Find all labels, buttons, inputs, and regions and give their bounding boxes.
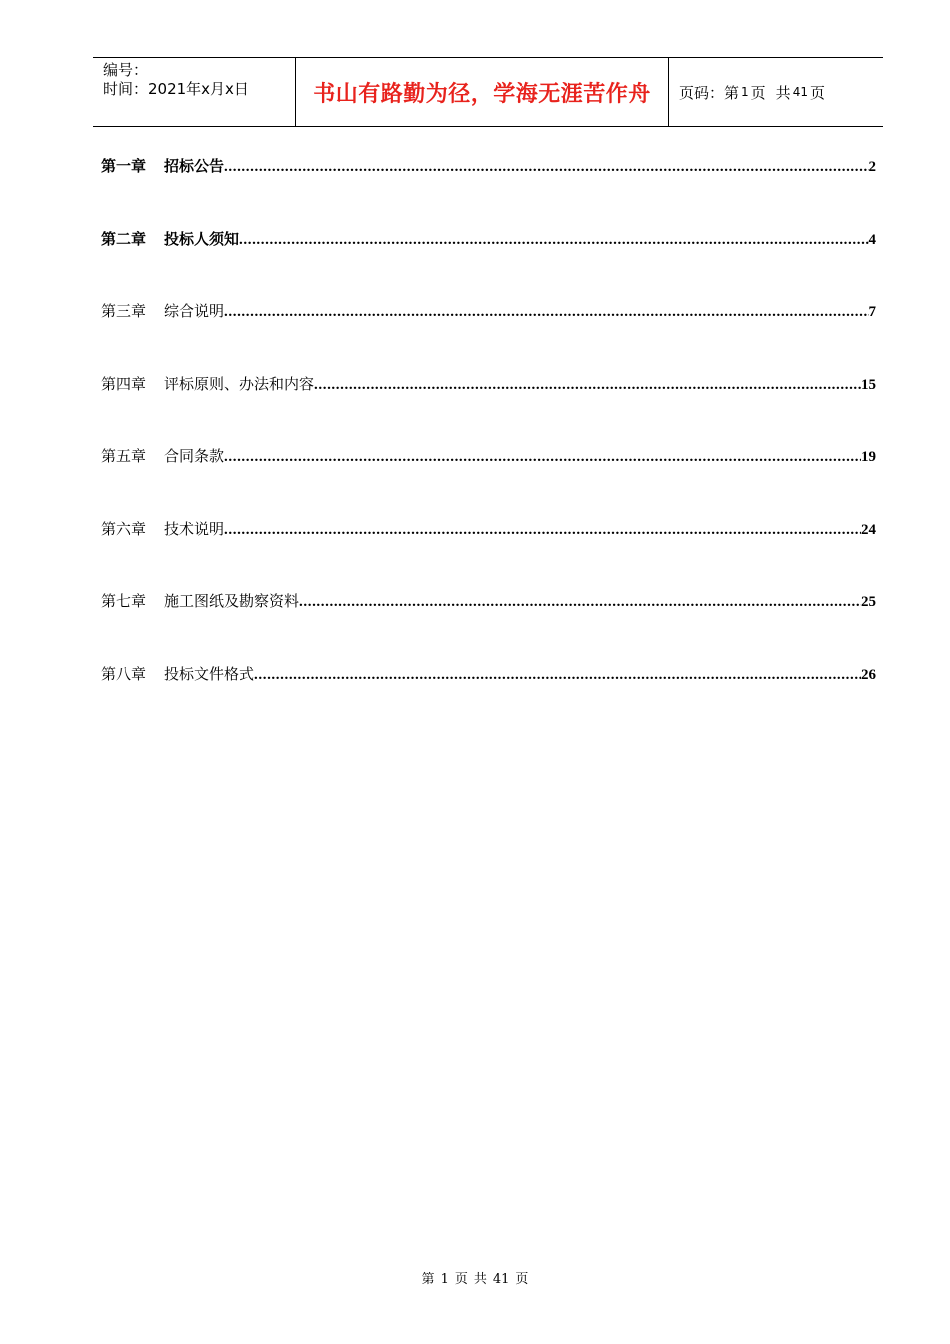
header-total-suffix: 页 xyxy=(809,83,825,102)
toc-entry[interactable] xyxy=(101,663,876,736)
toc-chapter: 第三章 xyxy=(101,302,147,320)
page-header xyxy=(93,57,883,127)
toc-page-number: 2 xyxy=(868,159,876,175)
header-total-prefix: 共 xyxy=(775,83,791,102)
toc-chapter: 第七章 xyxy=(101,592,147,610)
toc-title: 评标原则、办法和内容 xyxy=(164,374,315,393)
toc-page-number: 24 xyxy=(861,521,876,538)
toc-entry[interactable] xyxy=(101,445,876,518)
footer-ye: 页 xyxy=(515,1272,529,1287)
toc-page-number: 26 xyxy=(861,666,876,683)
table-of-contents xyxy=(101,155,876,735)
footer-di: 第 xyxy=(421,1272,435,1287)
footer-page-total: 41 xyxy=(492,1272,510,1287)
footer-gong: 共 xyxy=(473,1272,487,1287)
toc-title: 技术说明 xyxy=(164,519,225,538)
header-page-prefix: 页码：第 xyxy=(679,83,740,102)
toc-title: 投标人须知 xyxy=(164,229,240,248)
toc-leader-dots xyxy=(224,449,861,466)
toc-leader-dots xyxy=(224,159,868,176)
toc-page-number: 19 xyxy=(861,449,876,465)
page-footer xyxy=(0,1268,950,1287)
toc-page-number: 25 xyxy=(861,594,876,610)
footer-page-current: 1 xyxy=(440,1272,449,1287)
header-page-total: 41 xyxy=(792,85,808,99)
toc-page-number: 15 xyxy=(861,376,876,393)
header-page-current: 1 xyxy=(741,85,749,99)
toc-entry[interactable] xyxy=(101,155,876,228)
header-page-cell xyxy=(669,58,883,126)
toc-chapter: 第四章 xyxy=(101,374,147,393)
toc-leader-dots xyxy=(254,667,861,684)
header-motto-cell xyxy=(295,58,669,126)
toc-leader-dots xyxy=(239,232,868,249)
toc-page-number: 4 xyxy=(868,231,876,248)
toc-entry[interactable] xyxy=(101,373,876,446)
toc-leader-dots xyxy=(224,304,868,321)
toc-title: 合同条款 xyxy=(164,447,225,465)
toc-chapter: 第六章 xyxy=(101,519,147,538)
toc-chapter: 第五章 xyxy=(101,447,147,465)
toc-page-number: 7 xyxy=(868,304,876,320)
document-time-label: 时间：2021年x月x日 xyxy=(103,80,249,98)
toc-leader-dots xyxy=(314,377,861,394)
toc-leader-dots xyxy=(299,594,861,611)
toc-leader-dots xyxy=(224,522,861,539)
toc-title: 综合说明 xyxy=(164,302,225,320)
toc-entry[interactable] xyxy=(101,300,876,373)
toc-chapter: 第一章 xyxy=(101,157,147,175)
toc-entry[interactable] xyxy=(101,590,876,663)
toc-chapter: 第二章 xyxy=(101,229,147,248)
toc-title: 投标文件格式 xyxy=(164,664,255,683)
toc-title: 施工图纸及勘察资料 xyxy=(164,592,300,610)
header-page-mid: 页 xyxy=(750,83,766,102)
header-info-cell xyxy=(93,58,295,126)
header-motto: 书山有路勤为径，学海无涯苦作舟 xyxy=(313,81,651,107)
toc-entry[interactable] xyxy=(101,228,876,301)
toc-title: 招标公告 xyxy=(164,157,225,175)
toc-chapter: 第八章 xyxy=(101,664,147,683)
document-number-label: 编号： xyxy=(103,61,149,79)
footer-ye: 页 xyxy=(454,1272,468,1287)
toc-entry[interactable] xyxy=(101,518,876,591)
